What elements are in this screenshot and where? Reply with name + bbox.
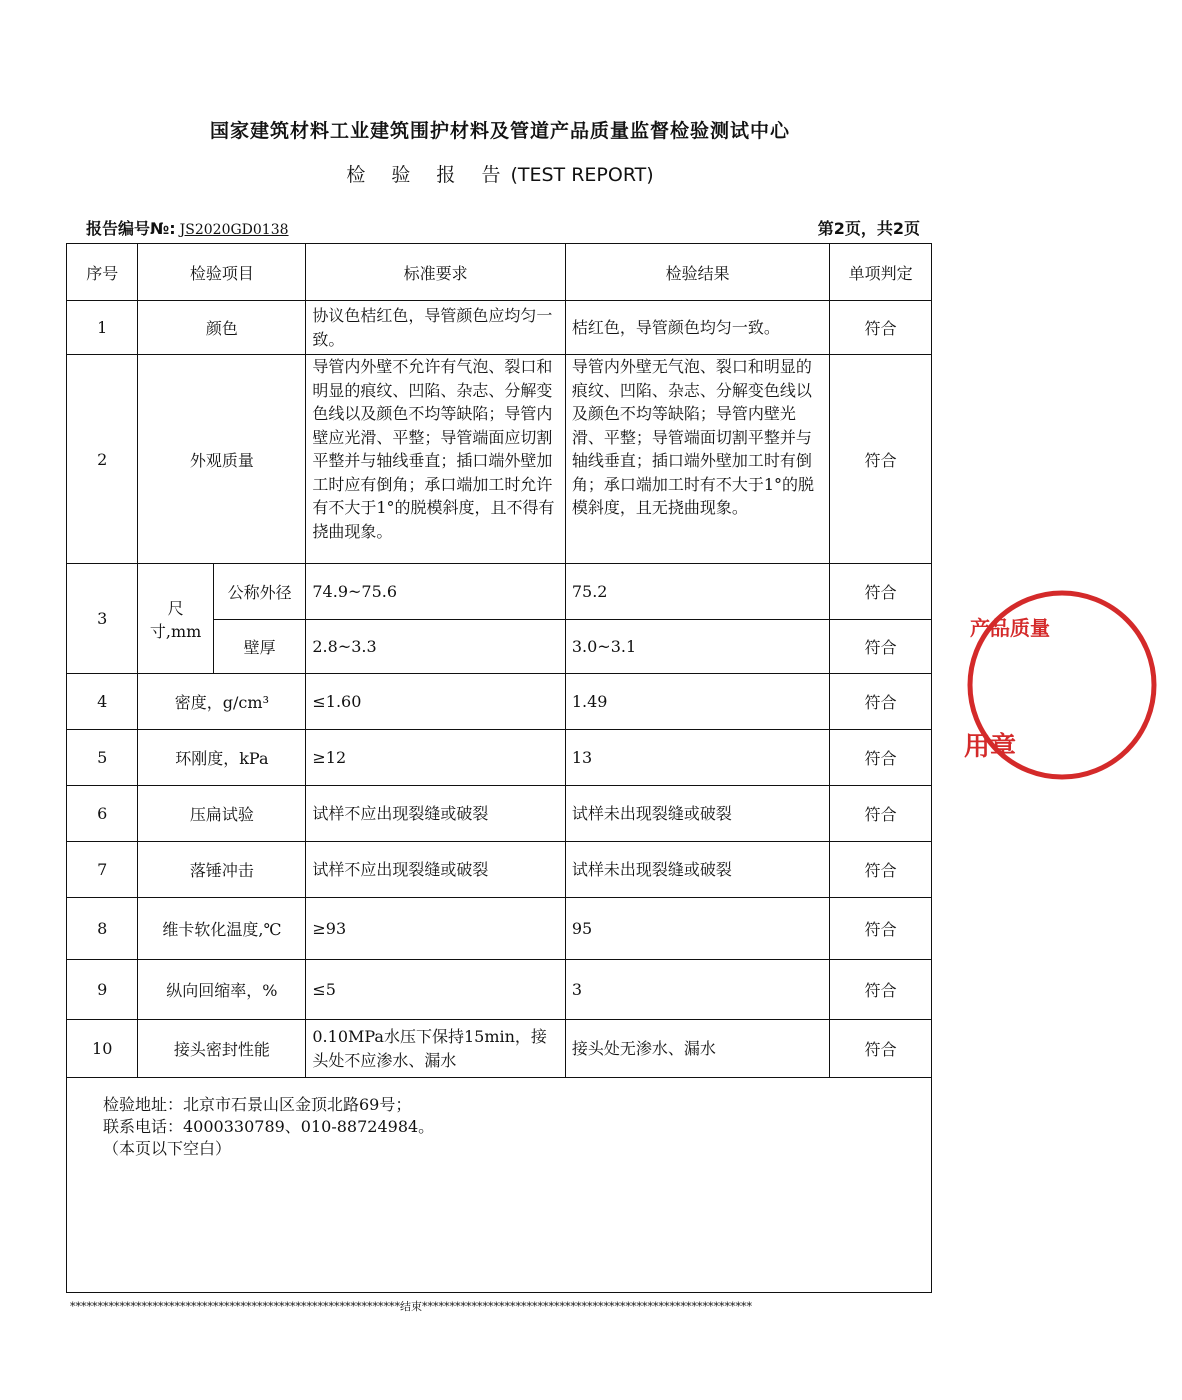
- table-header-row: [67, 244, 932, 301]
- table-row: [67, 842, 932, 898]
- row-subitem: 壁厚: [213, 620, 306, 674]
- row-judgement: 符合: [830, 564, 932, 620]
- seal-text-bottom: 用章: [964, 732, 1017, 762]
- row-item: 落锤冲击: [138, 842, 306, 898]
- report-number-value: JS2020GD0138: [179, 222, 289, 238]
- report-title: [0, 160, 1000, 187]
- row-result: 75.2: [565, 564, 830, 620]
- header-item: 检验项目: [138, 244, 306, 301]
- row-result: 试样未出现裂缝或破裂: [565, 786, 830, 842]
- table-row: [67, 674, 932, 730]
- report-number: [86, 216, 289, 239]
- row-subitem: 公称外径: [213, 564, 306, 620]
- row-result: 接头处无渗水、漏水: [565, 1020, 830, 1078]
- end-line: ************************************************************结束************************************************************: [70, 1300, 752, 1313]
- row-judgement: 符合: [830, 620, 932, 674]
- row-standard: 试样不应出现裂缝或破裂: [306, 786, 565, 842]
- row-standard: ≥93: [306, 898, 565, 960]
- row-standard: 试样不应出现裂缝或破裂: [306, 842, 565, 898]
- page-info: 第2页，共2页: [817, 219, 920, 238]
- row-judgement: 符合: [830, 301, 932, 355]
- row-result: 桔红色，导管颜色均匀一致。: [565, 301, 830, 355]
- row-standard: 协议色桔红色，导管颜色应均匀一致。: [306, 301, 565, 355]
- footer-info: [103, 1094, 434, 1160]
- header-standard: 标准要求: [306, 244, 565, 301]
- row-judgement: 符合: [830, 960, 932, 1020]
- row-no: 6: [67, 786, 138, 842]
- row-result: 3.0~3.1: [565, 620, 830, 674]
- row-standard: ≤5: [306, 960, 565, 1020]
- red-seal-icon: [962, 585, 1182, 785]
- row-standard: 2.8~3.3: [306, 620, 565, 674]
- row-judgement: 符合: [830, 674, 932, 730]
- row-judgement: 符合: [830, 1020, 932, 1078]
- table-row: [67, 301, 932, 355]
- table-row: [67, 786, 932, 842]
- row-item: 密度，g/cm³: [138, 674, 306, 730]
- org-title: 国家建筑材料工业建筑围护材料及管道产品质量监督检验测试中心: [209, 120, 790, 142]
- row-no: 5: [67, 730, 138, 786]
- table-row: [67, 1020, 932, 1078]
- row-item: 纵向回缩率，%: [138, 960, 306, 1020]
- table-row: [67, 355, 932, 564]
- row-judgement: 符合: [830, 842, 932, 898]
- table-row: [67, 564, 932, 620]
- row-judgement: 符合: [830, 898, 932, 960]
- contact-phone: 联系电话：4000330789、010-88724984。: [103, 1117, 435, 1136]
- inspection-table: [66, 243, 932, 1078]
- row-standard: ≥12: [306, 730, 565, 786]
- row-judgement: 符合: [830, 786, 932, 842]
- row-result: 3: [565, 960, 830, 1020]
- row-item: 尺寸,mm: [138, 564, 213, 674]
- report-title-cn: 检 验 报 告: [346, 164, 511, 186]
- row-judgement: 符合: [830, 355, 932, 564]
- inspection-address: 检验地址：北京市石景山区金顶北路69号；: [103, 1095, 412, 1114]
- row-no: 10: [67, 1020, 138, 1078]
- table-row: [67, 898, 932, 960]
- blank-note: （本页以下空白）: [103, 1139, 232, 1158]
- header-result: 检验结果: [565, 244, 830, 301]
- row-no: 2: [67, 355, 138, 564]
- row-item: 外观质量: [138, 355, 306, 564]
- table-row: [67, 960, 932, 1020]
- row-item: 颜色: [138, 301, 306, 355]
- row-no: 9: [67, 960, 138, 1020]
- row-no: 3: [67, 564, 138, 674]
- header-judgement: 单项判定: [830, 244, 932, 301]
- row-standard: ≤1.60: [306, 674, 565, 730]
- row-no: 8: [67, 898, 138, 960]
- report-number-label: 报告编号№:: [86, 219, 176, 238]
- row-judgement: 符合: [830, 730, 932, 786]
- row-no: 4: [67, 674, 138, 730]
- row-item: 压扁试验: [138, 786, 306, 842]
- seal-text-top: 产品质量: [970, 616, 1050, 640]
- row-result: 导管内外壁无气泡、裂口和明显的痕纹、凹陷、杂志、分解变色线以及颜色不均等缺陷；导管内壁光滑、平整；导管端面切割平整并与轴线垂直；插口端外壁加工时有倒角；承口端加工时有不大于1°的脱模斜度，且无挠曲现象。: [565, 355, 830, 564]
- row-result: 1.49: [565, 674, 830, 730]
- row-item: 维卡软化温度,℃: [138, 898, 306, 960]
- row-result: 13: [565, 730, 830, 786]
- row-result: 试样未出现裂缝或破裂: [565, 842, 830, 898]
- row-standard: 74.9~75.6: [306, 564, 565, 620]
- row-standard: 0.10MPa水压下保持15min，接头处不应渗水、漏水: [306, 1020, 565, 1078]
- row-item: 接头密封性能: [138, 1020, 306, 1078]
- report-title-en: (TEST REPORT): [510, 164, 654, 186]
- table-row: [67, 730, 932, 786]
- row-no: 1: [67, 301, 138, 355]
- row-result: 95: [565, 898, 830, 960]
- header-no: 序号: [67, 244, 138, 301]
- row-standard: 导管内外壁不允许有气泡、裂口和明显的痕纹、凹陷、杂志、分解变色线以及颜色不均等缺陷；导管内壁应光滑、平整；导管端面应切割平整并与轴线垂直；插口端外壁加工时应有倒角；承口端加工时允许有不大于1°的脱模斜度，且不得有挠曲现象。: [306, 355, 565, 564]
- row-item: 环刚度，kPa: [138, 730, 306, 786]
- row-no: 7: [67, 842, 138, 898]
